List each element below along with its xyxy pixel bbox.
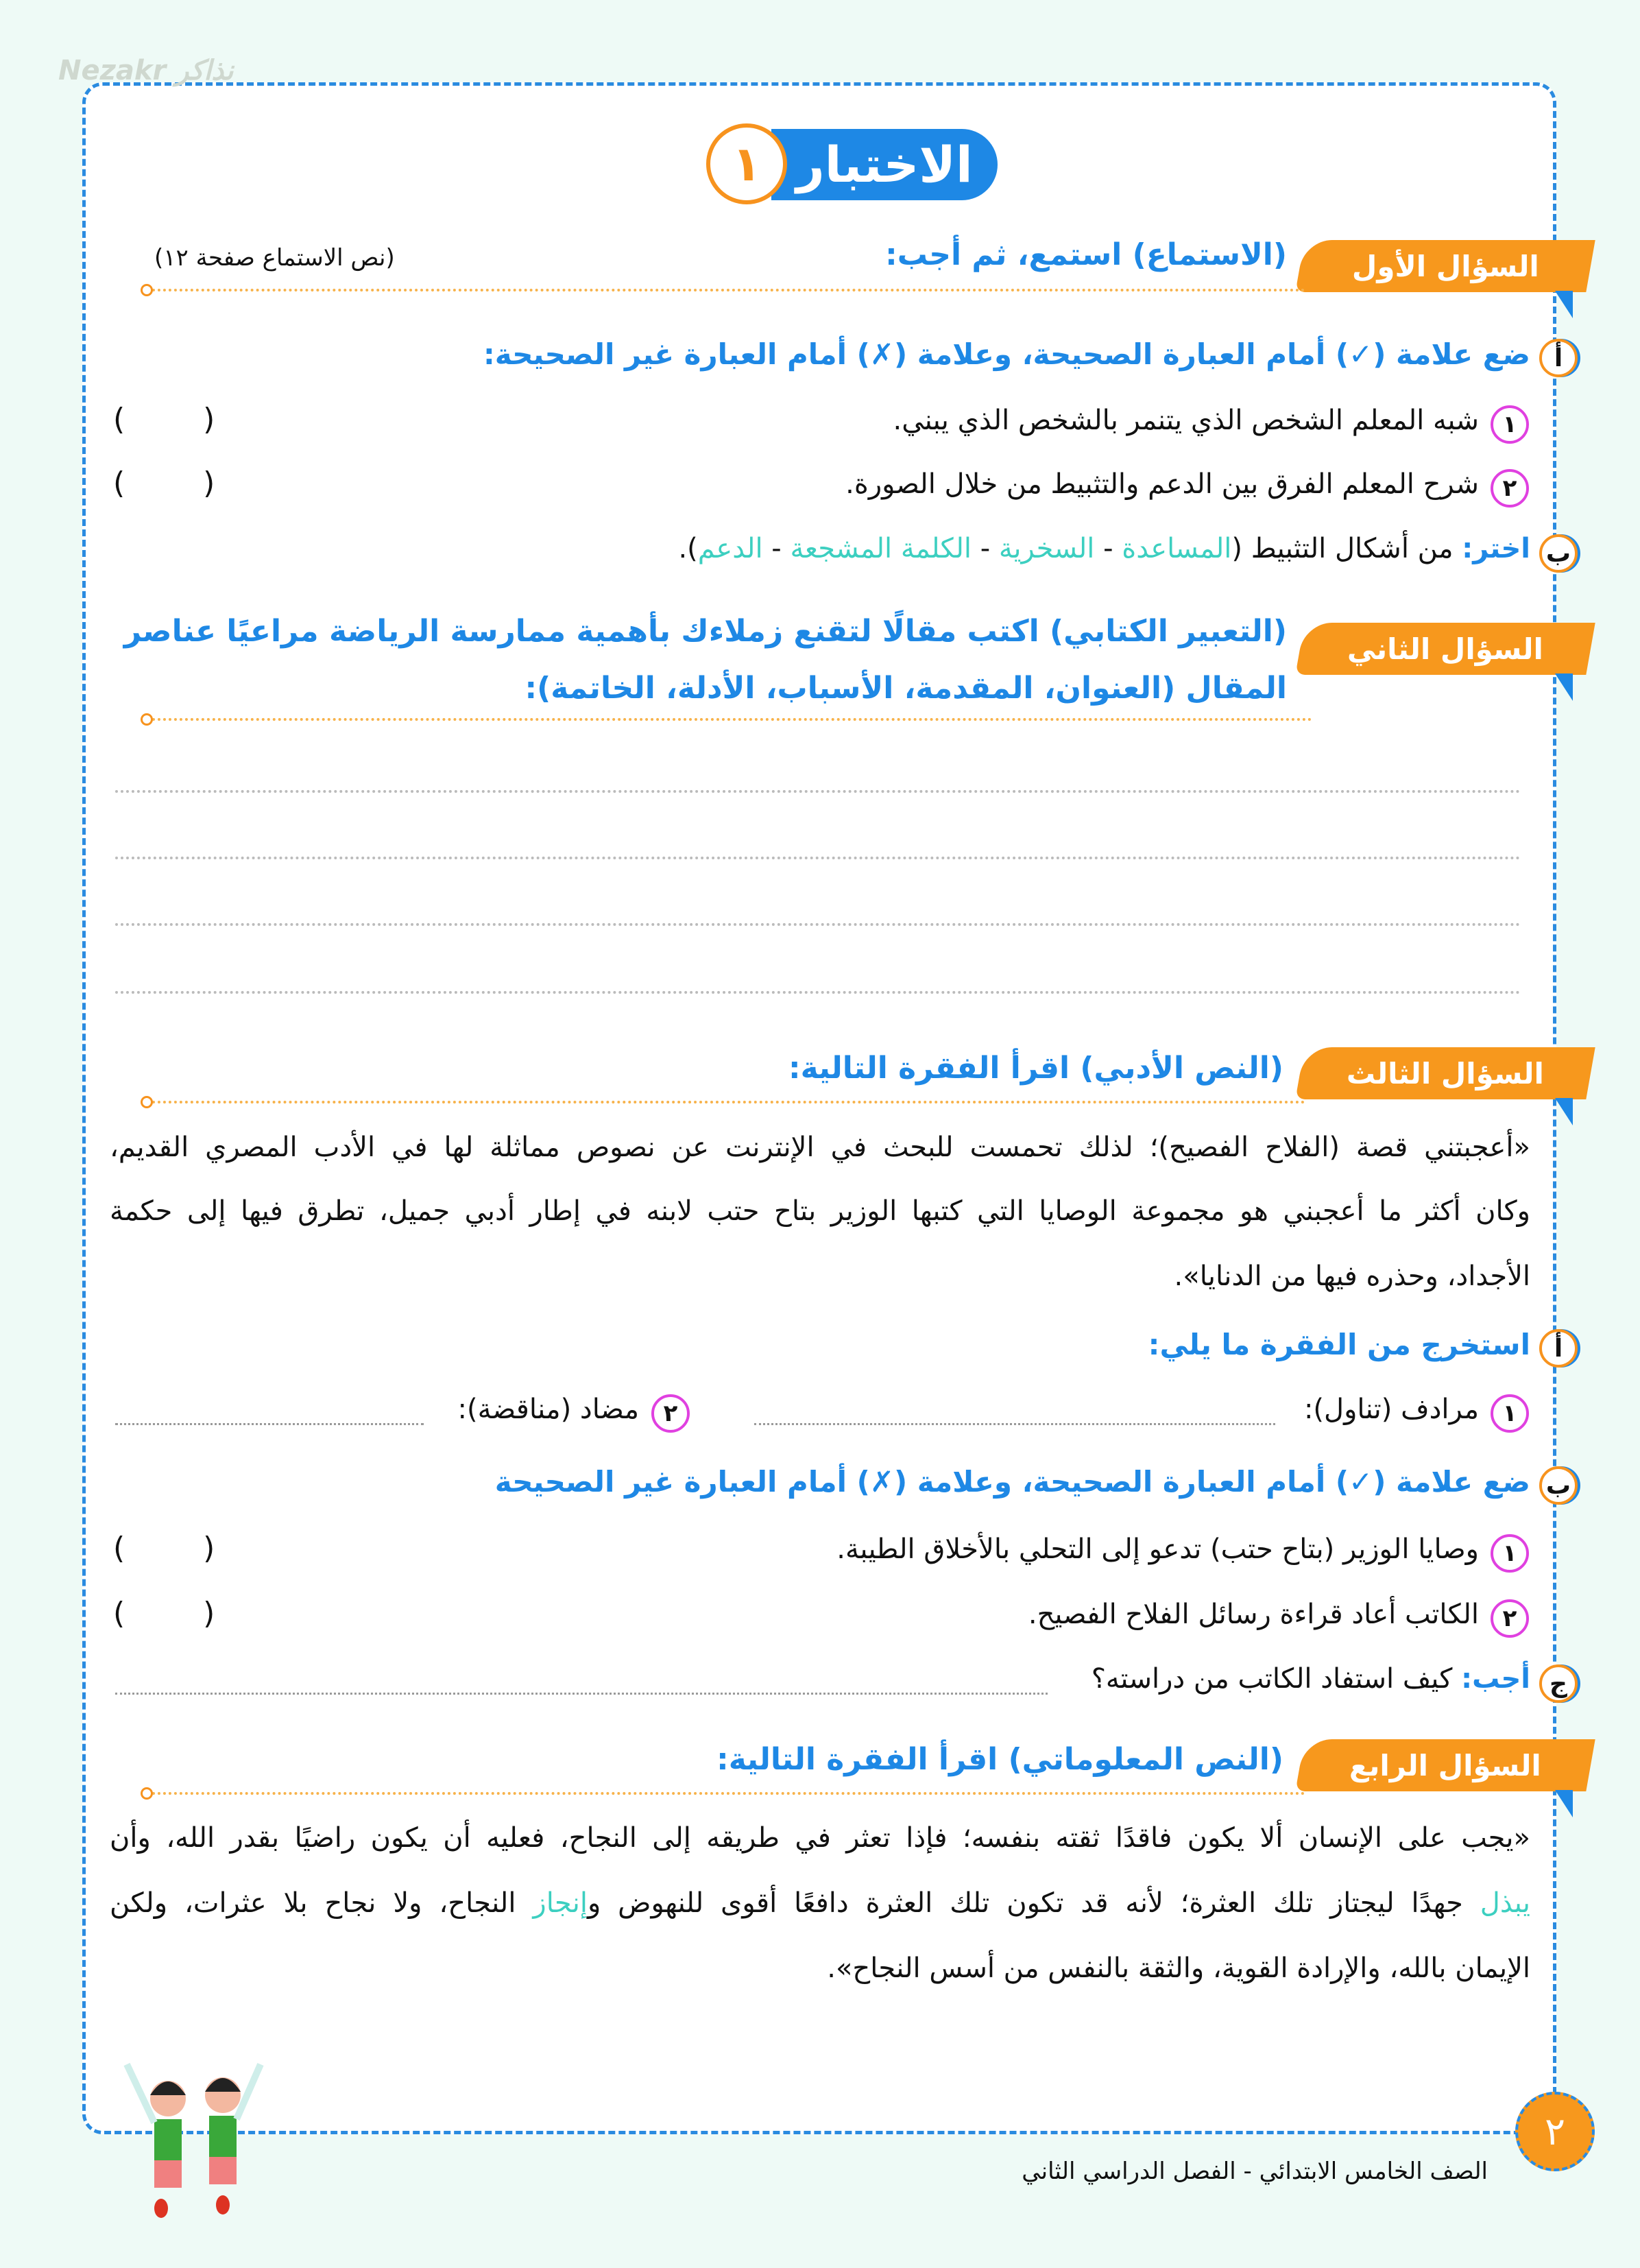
q1-tab: السؤال الأول (1295, 240, 1595, 292)
part-a-marker: أ (1539, 339, 1578, 377)
q2-tab: السؤال الثاني (1295, 623, 1595, 675)
q3-c-question: أجب: كيف استفاد الكاتب من دراسته؟ (1091, 1663, 1530, 1695)
q1-instruction: (الاستماع) استمع، ثم أجب: (885, 237, 1287, 272)
q4-paragraph-line: يبذل جهدًا ليجتاز تلك العثرة؛ لأنه قد تكون تلك العثرة دافعًا أقوى للنهوض وإنجاز النجاح، ولا نجاح بلا عثرات، ولكن (110, 1887, 1531, 1919)
part-b-marker: ب (1539, 534, 1578, 573)
q3-instruction: (النص الأدبي) اقرأ الفقرة التالية: (788, 1051, 1283, 1086)
divider (147, 718, 1312, 721)
item-number: ١ (1491, 1394, 1529, 1433)
q1-note: (نص الاستماع صفحة ١٢) (154, 244, 395, 272)
divider (147, 1792, 1305, 1795)
page-number: ٢ (1515, 2092, 1595, 2171)
divider (147, 1101, 1305, 1103)
item-number: ٢ (1491, 469, 1529, 508)
q1-b-choose: اختر: من أشكال التثبيط (المساعدة - السخرية - الكلمة المشجعة - الدعم). (678, 533, 1530, 564)
divider-end (141, 1787, 153, 1800)
kids-illustration (113, 2057, 312, 2222)
answer-box[interactable]: ( ) (113, 466, 250, 501)
q3-paragraph-line: وكان أكثر ما أعجبني هو مجموعة الوصايا التي كتبها الوزير بتاح حتب لابنه في إطار أدبي جميل، تطرق فيها إلى حكمة (110, 1195, 1530, 1227)
answer-box[interactable]: ( ) (113, 402, 250, 437)
writing-line[interactable] (115, 857, 1521, 859)
answer-box[interactable]: ( ) (113, 1531, 250, 1566)
part-b-marker: ب (1539, 1466, 1578, 1505)
watermark-logo: Nezakr نذاكر (58, 55, 234, 86)
q1-item-1: شبه المعلم الشخص الذي يتنمر بالشخص الذي يبني. (893, 405, 1479, 436)
q3-synonym: مرادف (تناول): (1303, 1394, 1479, 1425)
tab-tail (1555, 291, 1573, 318)
q1-item-2: شرح المعلم الفرق بين الدعم والتثبيط من خلال الصورة. (845, 468, 1479, 500)
item-number: ١ (1491, 405, 1529, 444)
exam-number: ١ (706, 123, 787, 204)
item-number: ١ (1491, 1534, 1529, 1573)
q4-tab: السؤال الرابع (1295, 1739, 1595, 1791)
q4-paragraph-line: «يجب على الإنسان ألا يكون فاقدًا ثقته بنفسه؛ فإذا تعثر في طريقه إلى النجاح، فعليه أن يكون راضيًا بقدر الله، وأن (110, 1822, 1530, 1854)
part-c-marker: ج (1539, 1664, 1578, 1703)
item-number: ٢ (1491, 1599, 1529, 1638)
divider-end (141, 713, 153, 726)
tab-tail (1555, 673, 1573, 701)
q1-a-instruction: ضع علامة (✓) أمام العبارة الصحيحة، وعلامة (✗) أمام العبارة غير الصحيحة: (483, 337, 1530, 371)
q3-a-instruction: استخرج من الفقرة ما يلي: (1148, 1328, 1530, 1361)
writing-line[interactable] (115, 923, 1521, 926)
q3-tab: السؤال الثالث (1295, 1047, 1595, 1099)
q3-b-instruction: ضع علامة (✓) أمام العبارة الصحيحة، وعلامة (✗) أمام العبارة غير الصحيحة (494, 1465, 1530, 1499)
q3-b-item-1: وصايا الوزير (بتاح حتب) تدعو إلى التحلي بالأخلاق الطيبة. (836, 1533, 1479, 1565)
q3-paragraph-line: الأجداد، وحذره فيها من الدنايا». (1174, 1261, 1530, 1292)
writing-line[interactable] (115, 790, 1521, 793)
q3-b-item-2: الكاتب أعاد قراءة رسائل الفلاح الفصيح. (1028, 1599, 1479, 1630)
answer-box[interactable]: ( ) (113, 1596, 250, 1631)
part-a-marker: أ (1539, 1329, 1578, 1368)
answer-line[interactable] (115, 1693, 1048, 1695)
tab-tail (1555, 1790, 1573, 1817)
q4-paragraph-line: الإيمان بالله، والإرادة القوية، والثقة بالنفس من أسس النجاح». (827, 1953, 1530, 1984)
answer-line[interactable] (115, 1423, 424, 1425)
q2-line-2: المقال (العنوان، المقدمة، الأسباب، الأدلة، الخاتمة): (524, 671, 1287, 706)
q3-paragraph-line: «أعجبتني قصة (الفلاح الفصيح)؛ لذلك تحمست للبحث في الإنترنت عن نصوص مماثلة لها في الأدب المصري القديم، (110, 1132, 1530, 1163)
footer-grade: الصف الخامس الابتدائي - الفصل الدراسي الثاني (1022, 2158, 1488, 2185)
divider-end (141, 1096, 153, 1108)
writing-line[interactable] (115, 991, 1521, 994)
q2-line-1: (التعبير الكتابي) اكتب مقالًا لتقنع زملاءك بأهمية ممارسة الرياضة مراعيًا عناصر (123, 614, 1287, 649)
divider (147, 289, 1305, 291)
q4-instruction: (النص المعلوماتي) اقرأ الفقرة التالية: (716, 1742, 1283, 1777)
answer-line[interactable] (754, 1423, 1275, 1425)
item-number: ٢ (651, 1394, 690, 1433)
divider-end (141, 284, 153, 296)
exam-title: الاختبار (771, 129, 998, 200)
q3-antonym: مضاد (مناقضة): (457, 1394, 639, 1425)
tab-tail (1555, 1098, 1573, 1125)
